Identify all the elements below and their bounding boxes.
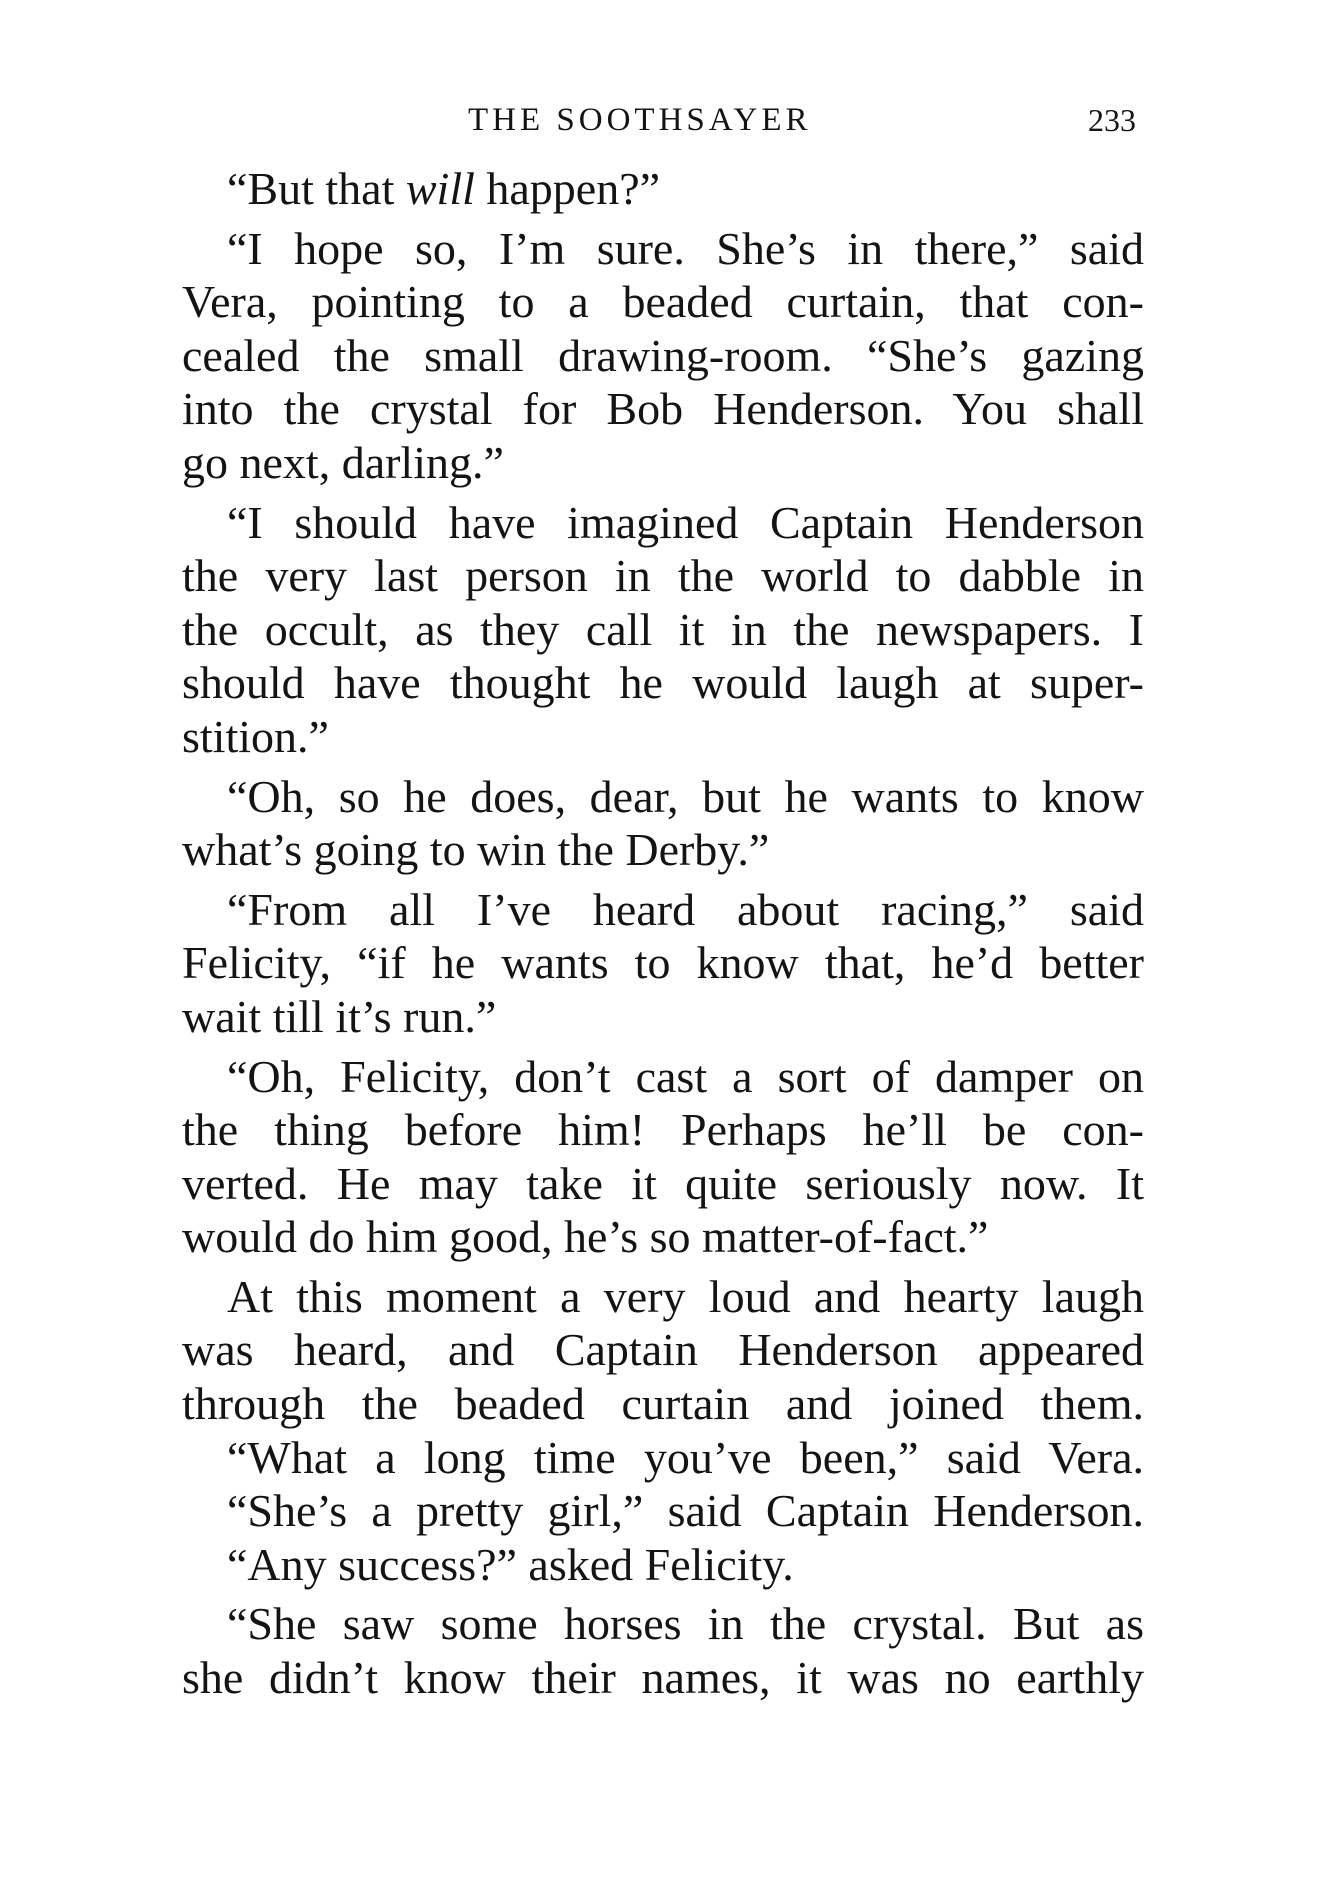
text-line: stition.” <box>182 710 329 762</box>
paragraph <box>182 770 1144 877</box>
text-line: was heard, and Captain Henderson appeared <box>182 1324 1144 1376</box>
text-line: should have thought he would laugh at super- <box>182 657 1144 709</box>
text-line: Vera, pointing to a beaded curtain, that con- <box>182 276 1144 328</box>
text-line: “I should have imagined Captain Henderson <box>227 496 1144 548</box>
text-line: “Oh, so he does, dear, but he wants to know <box>227 770 1144 822</box>
page-number: 233 <box>1088 102 1136 138</box>
text-line: “But that will happen?” <box>227 163 661 214</box>
paragraph <box>182 1431 1144 1485</box>
text-line: “Any success?” asked Felicity. <box>227 1538 794 1590</box>
running-title: THE SOOTHSAYER <box>468 102 812 138</box>
text-line: cealed the small drawing-room. “She’s gazing <box>182 329 1144 381</box>
text-line: the very last person in the world to dabble in <box>182 550 1144 602</box>
text-line: “From all I’ve heard about racing,” said <box>227 883 1144 935</box>
text-line: the thing before him! Perhaps he’ll be con- <box>182 1104 1144 1156</box>
italic-word: will <box>405 163 475 214</box>
text-line: she didn’t know their names, it was no earthly <box>182 1652 1144 1704</box>
paragraph <box>182 883 1144 1044</box>
paragraph <box>182 222 1144 490</box>
text-line: the occult, as they call it in the newspapers. I <box>182 603 1144 655</box>
text-line: would do him good, he’s so matter-of-fact.” <box>182 1211 989 1263</box>
paragraph <box>182 1597 1144 1704</box>
paragraph <box>182 1484 1144 1538</box>
paragraph <box>182 1538 1144 1592</box>
text-line: “She’s a pretty girl,” said Captain Henderson. <box>227 1485 1144 1537</box>
paragraph <box>182 162 1144 216</box>
body-text <box>182 162 1144 1705</box>
text-line: into the crystal for Bob Henderson. You shall <box>182 383 1144 435</box>
text-line: go next, darling.” <box>182 436 504 488</box>
text-line: verted. He may take it quite seriously now. It <box>182 1157 1144 1209</box>
paragraph <box>182 1270 1144 1431</box>
text-line: wait till it’s run.” <box>182 990 497 1042</box>
paragraph <box>182 496 1144 764</box>
running-header <box>0 100 1333 140</box>
text-line: Felicity, “if he wants to know that, he’d better <box>182 937 1144 989</box>
text-line: “I hope so, I’m sure. She’s in there,” said <box>227 222 1144 274</box>
text-line: what’s going to win the Derby.” <box>182 824 770 876</box>
text-line: At this moment a very loud and hearty laugh <box>227 1270 1144 1322</box>
text-line: through the beaded curtain and joined them. <box>182 1378 1144 1430</box>
text-line: “Oh, Felicity, don’t cast a sort of damper on <box>227 1050 1144 1102</box>
text-line: “She saw some horses in the crystal. But as <box>227 1598 1144 1650</box>
paragraph <box>182 1050 1144 1264</box>
text-line: “What a long time you’ve been,” said Vera. <box>227 1431 1144 1483</box>
